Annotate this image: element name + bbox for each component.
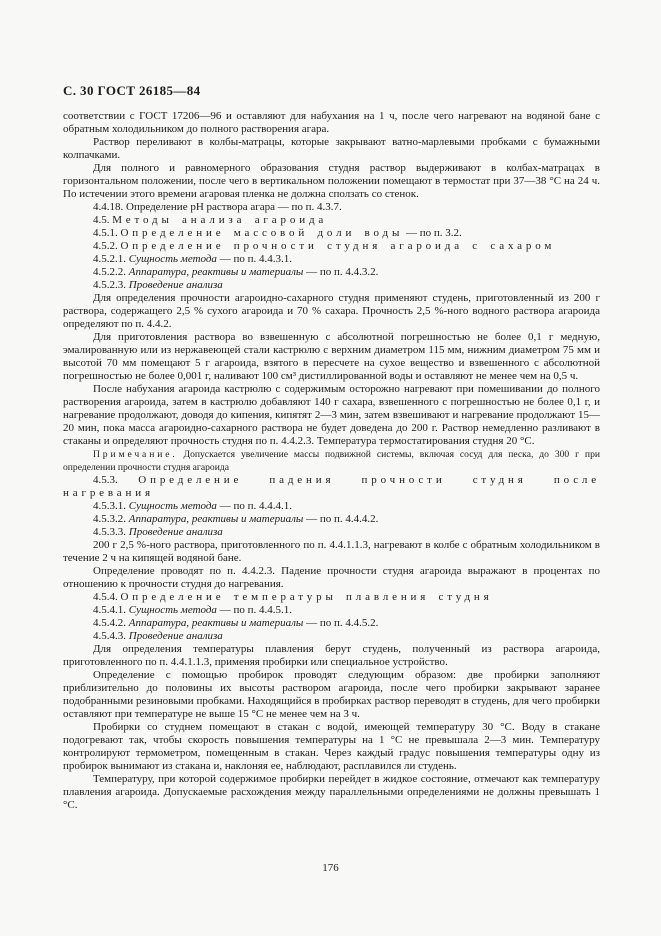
- paragraph: [63, 773, 600, 812]
- text-segment: соответствии с ГОСТ 17206—96 и оставляют для набухания на 1 ч, после чего нагревают на водяной бане с обратным холодильником до полного растворения агара.: [63, 110, 600, 135]
- text-segment: 4.5.2.3.: [93, 279, 129, 291]
- text-segment: Примечание.: [93, 449, 178, 460]
- text-segment: Определение проводят по п. 4.4.2.3. Падение прочности студня агароида выражают в процентах по отношению к прочности студня до нагревания.: [63, 565, 600, 590]
- paragraph: [63, 500, 600, 513]
- paragraph: [63, 240, 600, 253]
- paragraph: [63, 383, 600, 448]
- text-segment: Определение массовой доли воды: [120, 227, 404, 239]
- paragraph: [63, 630, 600, 643]
- text-segment: 4.5.2.: [93, 240, 121, 252]
- paragraph: [63, 526, 600, 539]
- text-segment: Проведение анализа: [128, 630, 223, 642]
- text-segment: — по п. 4.4.3.2.: [303, 266, 379, 278]
- text-segment: Сущность метода: [128, 604, 217, 616]
- text-segment: Аппаратура, реактивы и материалы: [128, 617, 304, 629]
- text-segment: 4.4.18. Определение рН раствора агара — по п. 4.3.7.: [93, 201, 342, 213]
- paragraph: [63, 227, 600, 240]
- paragraph: [63, 136, 600, 162]
- text-segment: Допускается увеличение массы подвижной системы, включая сосуд для песка, до 300 г при определении прочности студня агароида: [63, 449, 600, 473]
- text-segment: Сущность метода: [128, 253, 217, 265]
- paragraph: [63, 110, 600, 136]
- text-segment: 4.5.3.3.: [93, 526, 129, 538]
- text-segment: — по п. 3.2.: [403, 227, 462, 239]
- document-body: [63, 110, 600, 812]
- text-segment: Температуру, при которой содержимое пробирки перейдет в жидкое состояние, отмечают как температуру плавления агароида. Допускаемые расхождения между параллельными определениями не должны превышать 1 °С.: [63, 773, 600, 811]
- paragraph: [63, 162, 600, 201]
- paragraph: [63, 266, 600, 279]
- text-segment: Для приготовления раствора во взвешенную с абсолютной погрешностью не более 0,1 г медную, эмалированную или из нержавеющей стали кастрюлю с верхним диаметром 115 мм, нижним диаметром 75 мм и высотой 70 мм помещают 5 г агароида, взятого в пересчете на сухое вещество и взвешенного с абсолютной погрешностью не более 0,001 г, наливают 100 см³ дистиллированной воды и оставляют не менее чем на 0,5 ч.: [63, 331, 600, 382]
- text-segment: 4.5.2.2.: [93, 266, 129, 278]
- paragraph: [63, 591, 600, 604]
- text-segment: Определение температуры плавления студня: [120, 591, 493, 603]
- text-segment: Проведение анализа: [128, 526, 223, 538]
- text-segment: Раствор переливают в колбы-матрацы, которые закрывают ватно-марлевыми пробками с бумажными колпачками.: [63, 136, 600, 161]
- paragraph: [63, 292, 600, 331]
- page-number: 176: [322, 862, 339, 874]
- text-segment: 4.5.4.1.: [93, 604, 129, 616]
- text-segment: Для определения прочности агароидно-сахарного студня применяют студень, приготовленный из 200 г раствора, содержащего 2,5 % сухого агароида и 70 % сахара. Прочность 2,5 %-ного водного раствора агароида определяют по п. 4.4.2.: [63, 292, 600, 330]
- paragraph: [63, 604, 600, 617]
- text-segment: Проведение анализа: [128, 279, 223, 291]
- paragraph: [63, 474, 600, 500]
- text-segment: 4.5.4.3.: [93, 630, 129, 642]
- text-segment: Определение с помощью пробирок проводят следующим образом: две пробирки заполняют приблизительно до половины их высоты раствором агароида, после чего пробирки закрывают заранее подобранными резиновыми пробками. Находящийся в пробирках раствор переводят в студень, для чего пробирки оставляют при температуре не выше 15 °С не менее чем на 3 ч.: [63, 669, 600, 720]
- text-segment: 4.5.1.: [93, 227, 121, 239]
- paragraph: [63, 448, 600, 474]
- paragraph: [63, 617, 600, 630]
- text-segment: Аппаратура, реактивы и материалы: [128, 513, 304, 525]
- text-segment: Сущность метода: [128, 500, 217, 512]
- paragraph: [63, 201, 600, 214]
- paragraph: [63, 279, 600, 292]
- paragraph: [63, 721, 600, 773]
- text-segment: Для полного и равномерного образования студня раствор выдерживают в колбах-матрацах в горизонтальном положении, после чего в вертикальном положении помещают в термостат при 37—38 °С на 24 ч. По истечении этого времени агаровая пленка не должна сползать со стенок.: [63, 162, 600, 200]
- text-segment: 4.5.3.2.: [93, 513, 129, 525]
- text-segment: 4.5.3.1.: [93, 500, 129, 512]
- text-segment: — по п. 4.4.4.1.: [216, 500, 292, 512]
- text-segment: После набухания агароида кастрюлю с содержимым осторожно нагревают при помешивании до полного растворения агароида, затем в кастрюлю добавляют 140 г сахара, взвешенного с погрешностью не более 0,1 г, и нагревание продолжают, доводя до кипения, кипятят 2—3 мин, затем взвешивают и нагревание продолжают 15—20 мин, пока масса агароидно-сахарного раствора не будет доведена до 200 г. Раствор немедленно разливают в стаканы и определяют прочность студня по п. 4.4.2.3. Температура термостатирования студня 20 °С.: [63, 383, 600, 447]
- paragraph: [63, 669, 600, 721]
- text-segment: 4.5.2.1.: [93, 253, 129, 265]
- paragraph: [63, 513, 600, 526]
- paragraph: [63, 539, 600, 565]
- text-segment: Для определения температуры плавления берут студень, полученный из раствора агароида, приготовленного по п. 4.4.1.1.3, применяя пробирки или специальное устройство.: [63, 643, 600, 668]
- page-header: С. 30 ГОСТ 26185—84: [63, 83, 201, 98]
- text-segment: 4.5.3.: [93, 474, 139, 486]
- text-segment: Пробирки со студнем помещают в стакан с водой, имеющей температуру 30 °С. Воду в стакане подогревают так, чтобы скорость повышения температуры на 1 °С не превышала 2—3 мин. Температуру контролируют термометром, помещенным в стакан. Через каждый градус повышения температуры одну из пробирок вынимают из стакана и, наклоняя ее, наблюдают, расплавился ли студень.: [63, 721, 600, 772]
- text-segment: 200 г 2,5 %-ного раствора, приготовленного по п. 4.4.1.1.3, нагревают в колбе с обратным холодильником в течение 2 ч на кипящей водяной бане.: [63, 539, 600, 564]
- text-segment: Определение прочности студня агароида с сахаром: [120, 240, 556, 252]
- text-segment: Определение падения прочности студня после нагревания: [63, 474, 600, 499]
- text-segment: 4.5.: [93, 214, 113, 226]
- paragraph: [63, 331, 600, 383]
- text-segment: — по п. 4.4.5.2.: [303, 617, 379, 629]
- paragraph: [63, 214, 600, 227]
- text-segment: Методы анализа агароида: [112, 214, 328, 226]
- text-segment: — по п. 4.4.4.2.: [303, 513, 379, 525]
- text-segment: Аппаратура, реактивы и материалы: [128, 266, 304, 278]
- text-segment: — по п. 4.4.3.1.: [216, 253, 292, 265]
- text-segment: 4.5.4.2.: [93, 617, 129, 629]
- paragraph: [63, 253, 600, 266]
- text-segment: 4.5.4.: [93, 591, 121, 603]
- paragraph: [63, 643, 600, 669]
- paragraph: [63, 565, 600, 591]
- text-segment: — по п. 4.4.5.1.: [216, 604, 292, 616]
